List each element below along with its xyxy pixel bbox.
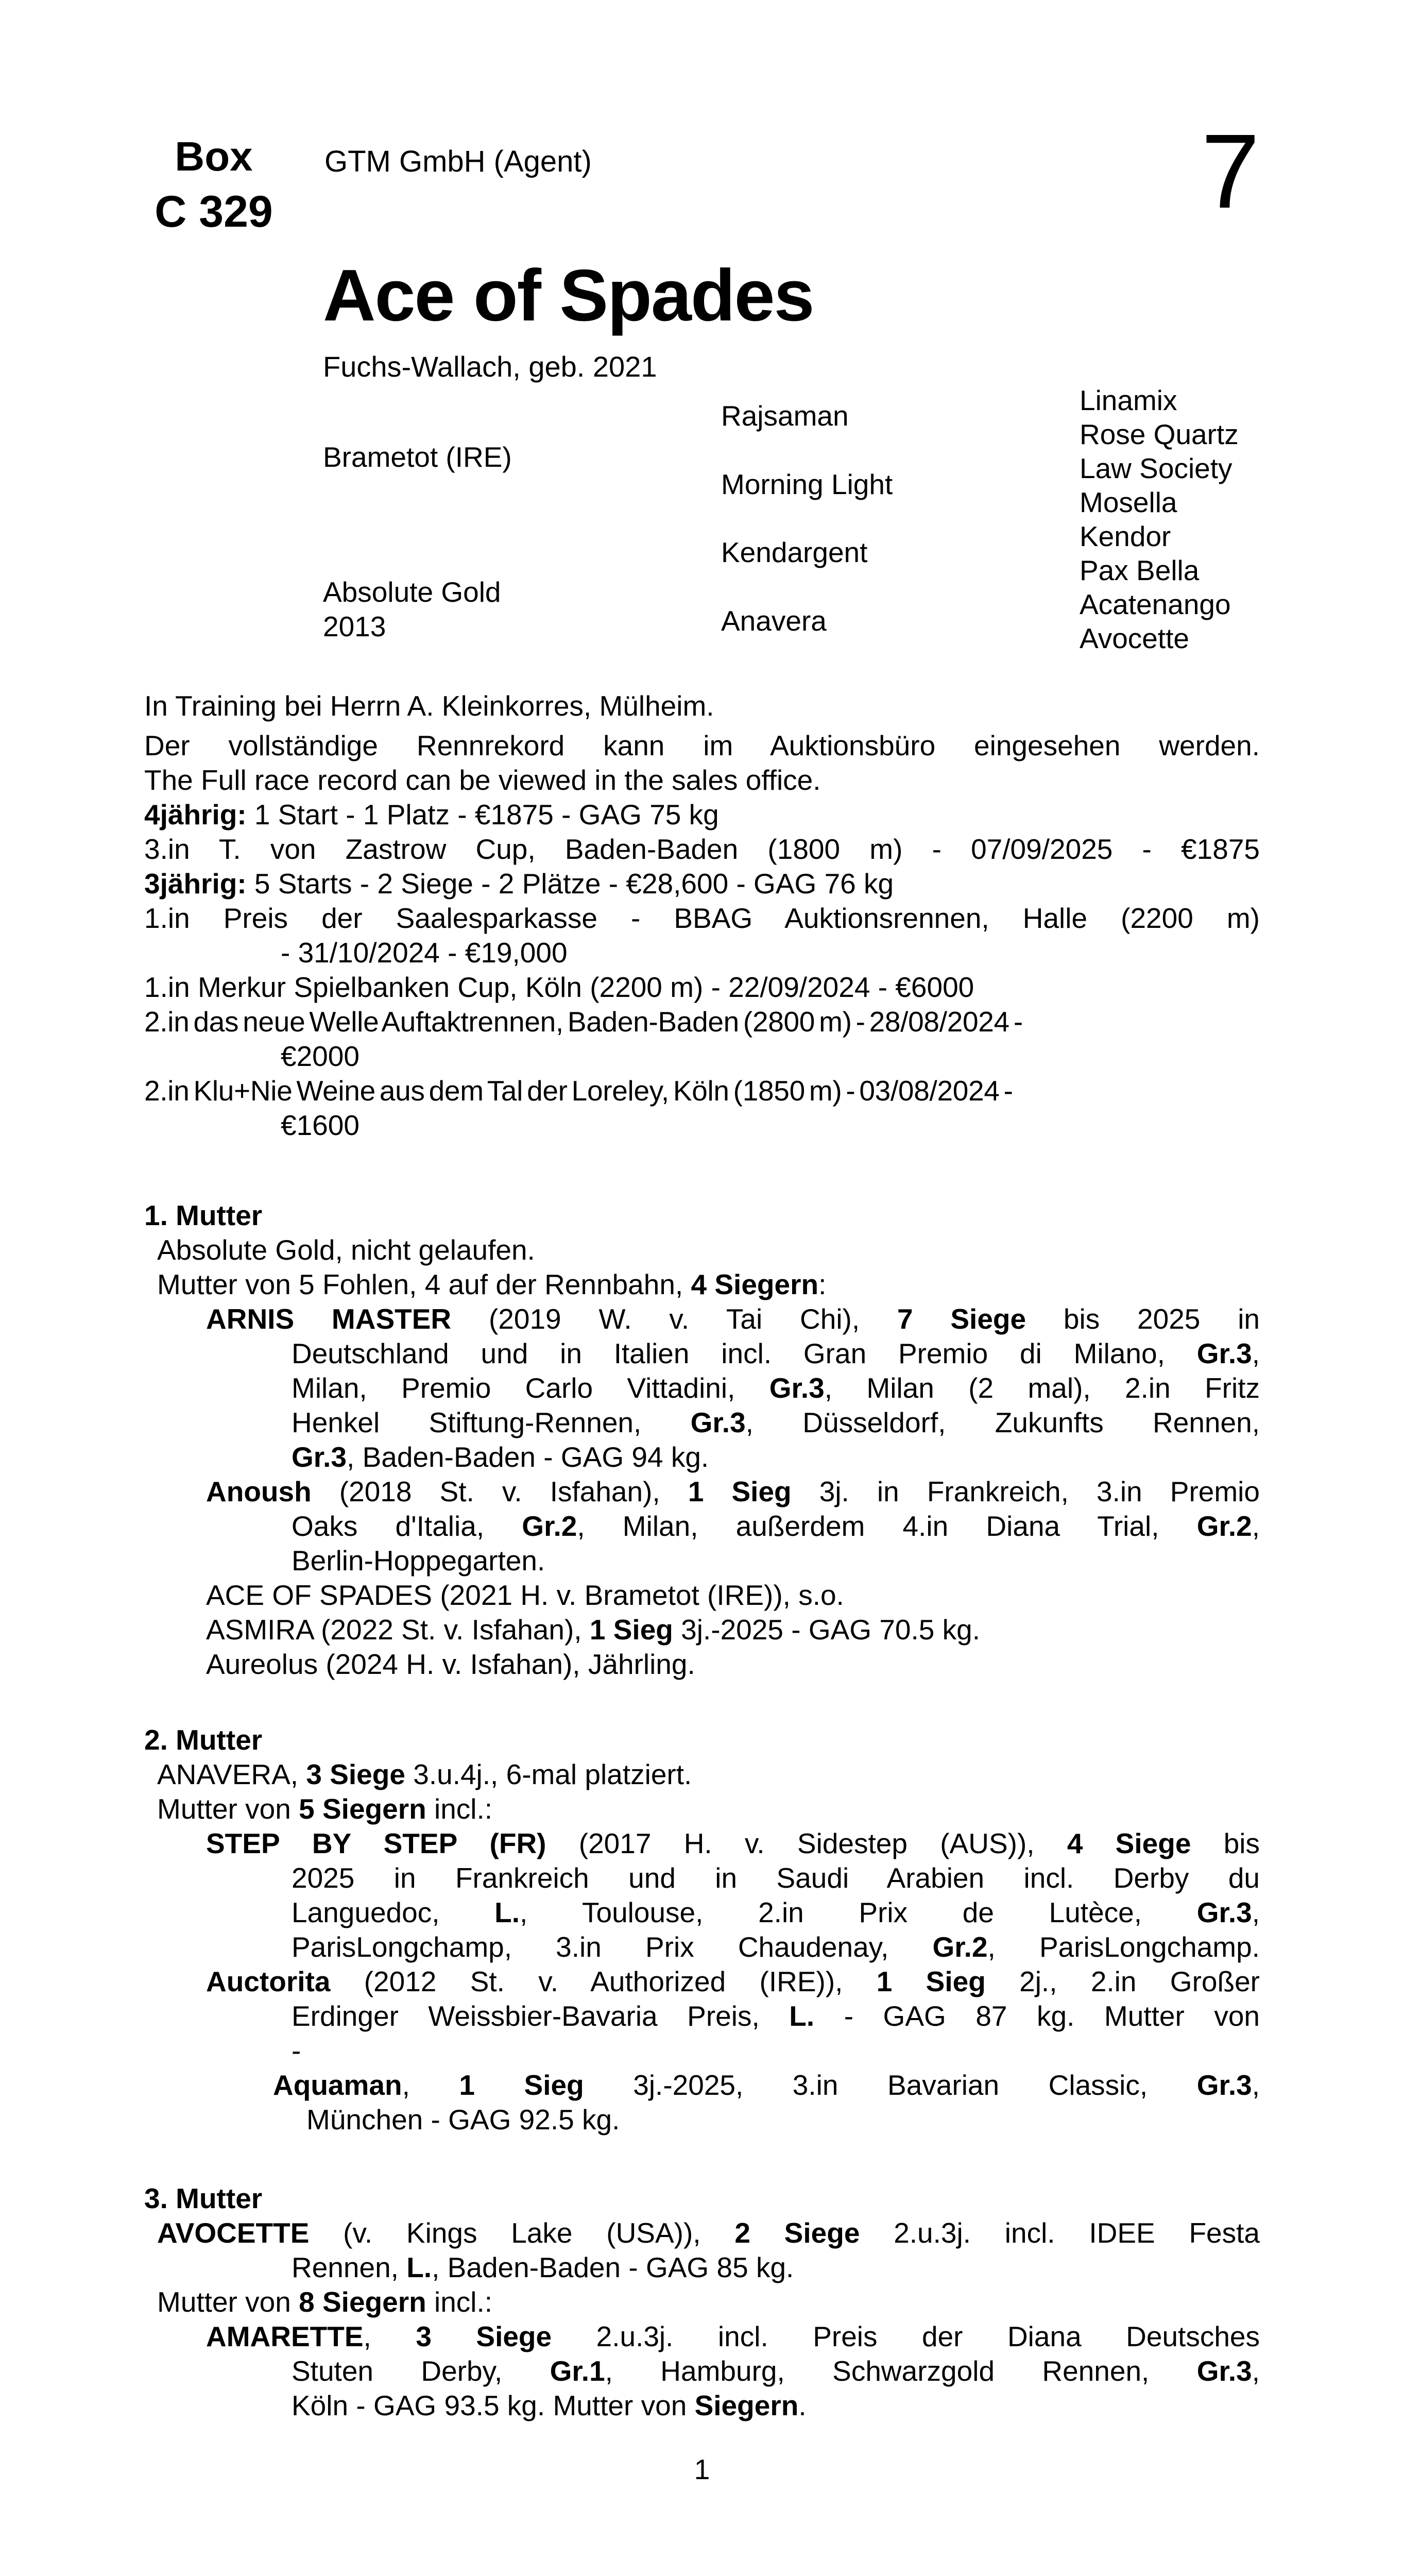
pedigree-ancestor: Pax Bella bbox=[1080, 554, 1200, 586]
text-segment: 3j. in Frankreich, 3.in Premio bbox=[791, 1476, 1260, 1507]
text-segment: 3j.-2025 - GAG 70.5 kg. bbox=[673, 1614, 981, 1646]
race-record bbox=[144, 728, 1260, 1143]
text-segment: , bbox=[1252, 1896, 1260, 1928]
page-number: 1 bbox=[694, 2453, 710, 2485]
text-segment: Mutter von bbox=[157, 1793, 299, 1825]
lot-number: 7 bbox=[1201, 112, 1260, 230]
text-segment: 2.in das neue Welle Auftaktrennen, Baden-Baden (2800 m) - 28/08/2024 - bbox=[144, 1006, 1023, 1038]
text-segment: 4 Siegern bbox=[691, 1268, 819, 1300]
text-segment: (v. Kings Lake (USA)), bbox=[309, 2217, 735, 2249]
text-line bbox=[292, 2388, 1260, 2423]
text-segment: AMARETTE bbox=[206, 2320, 364, 2352]
text-line bbox=[157, 1792, 1260, 1826]
dam-year: 2013 bbox=[323, 611, 386, 642]
text-segment: Berlin-Hoppegarten. bbox=[292, 1545, 545, 1577]
text-line bbox=[144, 1005, 1260, 1039]
text-segment: Gr.3 bbox=[690, 1406, 746, 1438]
text-segment: 3.u.4j., 6-mal platziert. bbox=[405, 1758, 692, 1790]
text-segment: , Baden-Baden - GAG 85 kg. bbox=[432, 2251, 794, 2283]
text-segment: €2000 bbox=[281, 1040, 359, 1072]
text-segment: München - GAG 92.5 kg. bbox=[306, 2104, 620, 2136]
text-segment: 1.in Merkur Spielbanken Cup, Köln (2200 m) - 22/09/2024 - €6000 bbox=[144, 971, 974, 1003]
text-segment: 7 Siege bbox=[897, 1303, 1026, 1335]
text-segment: , Toulouse, 2.in Prix de Lutèce, bbox=[520, 1896, 1197, 1928]
text-line bbox=[206, 1613, 1260, 1647]
pedigree-generation3 bbox=[1080, 383, 1239, 655]
text-line bbox=[206, 1475, 1260, 1509]
text-segment: 1.in Preis der Saalesparkasse - BBAG Auktionsrennen, Halle (2200 m) bbox=[144, 902, 1260, 934]
text-line bbox=[273, 2068, 1260, 2103]
text-segment: 1 Sieg bbox=[688, 1476, 792, 1507]
text-line bbox=[292, 2033, 1260, 2068]
text-segment: Köln - GAG 93.5 kg. Mutter von bbox=[292, 2389, 695, 2421]
text-segment: , bbox=[363, 2320, 416, 2352]
text-segment: 3.in T. von Zastrow Cup, Baden-Baden (1800 m) - 07/09/2025 - €1875 bbox=[144, 833, 1260, 865]
dam-block bbox=[323, 575, 501, 644]
text-segment: 1 Sieg bbox=[589, 1614, 673, 1646]
text-line bbox=[144, 970, 1260, 1005]
text-line bbox=[144, 763, 1260, 798]
text-segment: Oaks d'Italia, bbox=[292, 1510, 522, 1542]
text-segment: (2019 W. v. Tai Chi), bbox=[451, 1303, 897, 1335]
text-segment: Rennen, bbox=[292, 2251, 407, 2283]
text-segment: 3j.-2025, 3.in Bavarian Classic, bbox=[584, 2069, 1197, 2101]
dam-section-3 bbox=[144, 2181, 1260, 2423]
text-line bbox=[292, 1405, 1260, 1440]
catalog-body bbox=[144, 689, 1260, 2423]
text-segment: Aquaman bbox=[273, 2069, 402, 2101]
text-segment: Erdinger Weissbier-Bavaria Preis, bbox=[292, 2000, 790, 2032]
horse-name: Ace of Spades bbox=[323, 255, 814, 336]
text-segment: Siegern bbox=[694, 2389, 799, 2421]
text-segment: 3jährig: bbox=[144, 868, 247, 900]
text-line bbox=[157, 2216, 1260, 2250]
text-segment: Stuten Derby, bbox=[292, 2355, 550, 2387]
text-segment: L. bbox=[406, 2251, 432, 2283]
dam-name: Absolute Gold bbox=[323, 576, 501, 608]
text-segment: 2.u.3j. incl. Preis der Diana Deutsches bbox=[552, 2320, 1260, 2352]
text-segment: Languedoc, bbox=[292, 1896, 495, 1928]
text-line bbox=[292, 1544, 1260, 1578]
box-label: Box bbox=[175, 133, 253, 179]
text-segment: Anoush bbox=[206, 1476, 312, 1507]
text-segment: Gr.3 bbox=[1196, 2355, 1252, 2387]
text-segment: Gr.3 bbox=[1196, 1896, 1252, 1928]
text-segment: . bbox=[798, 2389, 807, 2421]
text-line bbox=[292, 1371, 1260, 1405]
text-segment: Deutschland und in Italien incl. Gran Premio di Milano, bbox=[292, 1337, 1197, 1369]
text-segment: ParisLongchamp, 3.in Prix Chaudenay, bbox=[292, 1931, 933, 1963]
pedigree-ancestor: Kendor bbox=[1080, 520, 1171, 552]
text-segment: 2.u.3j. incl. IDEE Festa bbox=[860, 2217, 1260, 2249]
text-segment: Gr.3 bbox=[292, 1441, 347, 1473]
text-segment: 2 Siege bbox=[734, 2217, 860, 2249]
pedigree-ancestor: Linamix bbox=[1080, 384, 1177, 416]
text-segment: 1 Start - 1 Platz - €1875 - GAG 75 kg bbox=[246, 799, 719, 831]
text-segment: AVOCETTE bbox=[157, 2217, 310, 2249]
pedigree-generation2 bbox=[721, 386, 1030, 665]
text-line bbox=[206, 2319, 1260, 2354]
text-line bbox=[292, 1895, 1260, 1930]
dam-sections bbox=[144, 1198, 1260, 2423]
text-segment: , Düsseldorf, Zukunfts Rennen, bbox=[745, 1406, 1260, 1438]
text-segment: 2j., 2.in Großer bbox=[985, 1965, 1260, 1997]
text-segment: Gr.2 bbox=[1196, 1510, 1252, 1542]
text-line bbox=[157, 1757, 1260, 1792]
text-segment: bis bbox=[1191, 1827, 1260, 1859]
text-segment: 4 Siege bbox=[1067, 1827, 1191, 1859]
text-line bbox=[206, 1647, 1260, 1682]
text-segment: - bbox=[292, 2035, 301, 2066]
text-segment: Absolute Gold, nicht gelaufen. bbox=[157, 1234, 535, 1266]
text-segment: €1600 bbox=[281, 1109, 359, 1141]
text-segment: ANAVERA, bbox=[157, 1758, 306, 1790]
text-line bbox=[292, 1336, 1260, 1371]
text-line bbox=[292, 1930, 1260, 1964]
text-segment: L. bbox=[789, 2000, 815, 2032]
box-block bbox=[144, 130, 283, 240]
pedigree-ancestor: Avocette bbox=[1080, 622, 1190, 654]
pedigree-ancestor: Acatenango bbox=[1080, 588, 1231, 620]
pedigree-ancestor: Anavera bbox=[721, 605, 827, 637]
text-line bbox=[292, 2354, 1260, 2388]
text-segment: Auctorita bbox=[206, 1965, 331, 1997]
text-segment: 4jährig: bbox=[144, 799, 247, 831]
pedigree-ancestor: Rajsaman bbox=[721, 400, 849, 432]
text-segment: 8 Siegern bbox=[299, 2286, 426, 2318]
text-line bbox=[144, 1074, 1260, 1108]
text-segment: bis 2025 in bbox=[1026, 1303, 1260, 1335]
text-segment: 5 Starts - 2 Siege - 2 Plätze - €28,600 - GAG 76 kg bbox=[246, 868, 894, 900]
text-segment: 3 Siege bbox=[306, 1758, 405, 1790]
text-line bbox=[144, 832, 1260, 867]
text-segment: , bbox=[1252, 2069, 1260, 2101]
text-segment: 1 Sieg bbox=[876, 1965, 986, 1997]
text-segment: Henkel Stiftung-Rennen, bbox=[292, 1406, 691, 1438]
text-line bbox=[144, 901, 1260, 936]
training-note: In Training bei Herrn A. Kleinkorres, Mülheim. bbox=[144, 690, 714, 722]
pedigree-ancestor: Rose Quartz bbox=[1080, 418, 1239, 450]
sire-name: Brametot (IRE) bbox=[323, 441, 512, 473]
text-segment: The Full race record can be viewed in the sales office. bbox=[144, 764, 821, 796]
text-line bbox=[281, 1039, 1260, 1074]
text-line bbox=[157, 1233, 1260, 1267]
text-line bbox=[144, 798, 1260, 832]
text-line bbox=[292, 1861, 1260, 1895]
text-line bbox=[157, 1267, 1260, 1302]
text-segment: (2018 St. v. Isfahan), bbox=[311, 1476, 688, 1507]
horse-details: Fuchs-Wallach, geb. 2021 bbox=[323, 350, 657, 383]
text-line bbox=[281, 936, 1260, 970]
text-line bbox=[292, 1509, 1260, 1544]
text-segment: Gr.3 bbox=[769, 1372, 825, 1404]
text-segment: incl.: bbox=[426, 2286, 493, 2318]
text-line bbox=[292, 2250, 1260, 2285]
text-segment: Der vollständige Rennrekord kann im Auktionsbüro eingesehen werden. bbox=[144, 730, 1260, 761]
consignor-name: GTM GmbH (Agent) bbox=[324, 145, 592, 178]
text-segment: Gr.1 bbox=[550, 2355, 605, 2387]
text-line bbox=[206, 1302, 1260, 1336]
text-segment: , bbox=[1252, 2355, 1260, 2387]
text-segment: Gr.2 bbox=[932, 1931, 988, 1963]
text-line bbox=[206, 1826, 1260, 1861]
dam-section-2 bbox=[144, 1723, 1260, 2137]
text-segment: STEP BY STEP (FR) bbox=[206, 1827, 546, 1859]
pedigree-ancestor: Kendargent bbox=[721, 536, 868, 568]
text-line bbox=[144, 867, 1260, 901]
text-line bbox=[206, 1964, 1260, 1999]
pedigree-ancestor: Law Society bbox=[1080, 452, 1232, 484]
text-line bbox=[157, 2285, 1260, 2319]
text-segment: , Milan, außerdem 4.in Diana Trial, bbox=[577, 1510, 1197, 1542]
text-segment: L. bbox=[494, 1896, 520, 1928]
text-segment: (2012 St. v. Authorized (IRE)), bbox=[330, 1965, 877, 1997]
text-segment: 1 Sieg bbox=[459, 2069, 584, 2101]
text-segment: (2017 H. v. Sidestep (AUS)), bbox=[546, 1827, 1067, 1859]
text-segment: 5 Siegern bbox=[299, 1793, 426, 1825]
text-segment: Gr.2 bbox=[522, 1510, 577, 1542]
text-segment: , Baden-Baden - GAG 94 kg. bbox=[347, 1441, 709, 1473]
text-segment: - GAG 87 kg. Mutter von bbox=[814, 2000, 1260, 2032]
dam-section-1 bbox=[144, 1198, 1260, 1682]
text-segment: - 31/10/2024 - €19,000 bbox=[281, 937, 568, 969]
text-segment: ARNIS MASTER bbox=[206, 1303, 452, 1335]
text-segment: , ParisLongchamp. bbox=[987, 1931, 1260, 1963]
text-segment: Aureolus (2024 H. v. Isfahan), Jährling. bbox=[206, 1648, 695, 1680]
text-line bbox=[292, 1999, 1260, 2033]
text-segment: 2.in Klu+Nie Weine aus dem Tal der Loreley, Köln (1850 m) - 03/08/2024 - bbox=[144, 1075, 1013, 1107]
pedigree-ancestor: Morning Light bbox=[721, 468, 893, 500]
text-line bbox=[292, 1440, 1260, 1475]
text-segment: 2025 in Frankreich und in Saudi Arabien incl. Derby du bbox=[292, 1862, 1260, 1894]
section-heading: 1. Mutter bbox=[144, 1199, 263, 1231]
text-segment: ASMIRA (2022 St. v. Isfahan), bbox=[206, 1614, 590, 1646]
text-segment: , Hamburg, Schwarzgold Rennen, bbox=[605, 2355, 1197, 2387]
text-segment: , bbox=[1252, 1337, 1260, 1369]
text-line bbox=[306, 2103, 1260, 2137]
text-line bbox=[144, 728, 1260, 763]
text-segment: : bbox=[818, 1268, 827, 1300]
text-segment: 3 Siege bbox=[416, 2320, 552, 2352]
pedigree-table bbox=[323, 386, 1312, 665]
text-segment: ACE OF SPADES (2021 H. v. Brametot (IRE)), s.o. bbox=[206, 1579, 844, 1611]
text-segment: , bbox=[402, 2069, 459, 2101]
text-segment: Gr.3 bbox=[1196, 2069, 1252, 2101]
box-number: C 329 bbox=[155, 187, 273, 236]
text-segment: Gr.3 bbox=[1196, 1337, 1252, 1369]
pedigree-ancestor: Mosella bbox=[1080, 486, 1177, 518]
text-segment: Mutter von bbox=[157, 2286, 299, 2318]
text-line bbox=[281, 1108, 1260, 1143]
text-segment: Mutter von 5 Fohlen, 4 auf der Rennbahn, bbox=[157, 1268, 691, 1300]
section-heading: 3. Mutter bbox=[144, 2182, 263, 2214]
text-segment: Milan, Premio Carlo Vittadini, bbox=[292, 1372, 769, 1404]
text-segment: , Milan (2 mal), 2.in Fritz bbox=[824, 1372, 1260, 1404]
text-line bbox=[206, 1578, 1260, 1613]
section-heading: 2. Mutter bbox=[144, 1724, 263, 1756]
text-segment: , bbox=[1252, 1510, 1260, 1542]
text-segment: incl.: bbox=[426, 1793, 493, 1825]
